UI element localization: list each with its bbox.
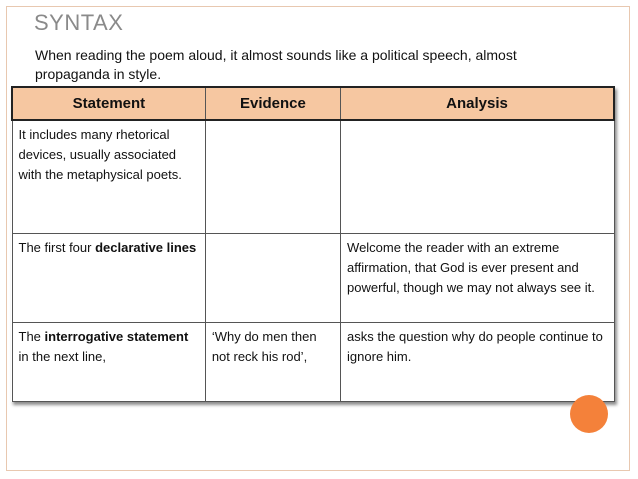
- row-3-analysis: asks the question why do people continue to ignore him.: [341, 323, 614, 402]
- row-2-statement: [12, 234, 205, 323]
- table-row: [12, 323, 614, 402]
- row-2-analysis: Welcome the reader with an extreme affirmation, that God is ever present and powerful, though we may not always see it.: [341, 234, 614, 323]
- header-analysis: Analysis: [341, 87, 614, 120]
- row-2-statement-text-b: declarative lines: [95, 240, 197, 255]
- header-evidence: Evidence: [205, 87, 340, 120]
- table-row: [12, 234, 614, 323]
- row-1-evidence: [205, 120, 340, 234]
- syntax-table: [11, 86, 615, 402]
- row-3-evidence: ‘Why do men then not reck his rod’,: [205, 323, 340, 402]
- row-1-analysis: [341, 120, 614, 234]
- row-3-statement-text-b: interrogative statement: [44, 329, 189, 344]
- header-statement: Statement: [12, 87, 205, 120]
- slide-subtitle: When reading the poem aloud, it almost sounds like a political speech, almost propaganda in style.: [35, 47, 517, 82]
- row-3-statement-text-c: in the next line,: [18, 349, 106, 364]
- row-3-statement: [12, 323, 205, 402]
- row-2-evidence: [205, 234, 340, 323]
- slide-title: SYNTAX: [34, 10, 124, 35]
- table-header-row: [12, 87, 614, 120]
- row-3-statement-text-a: The: [18, 329, 45, 344]
- row-2-statement-text-a: The first four: [18, 240, 96, 255]
- row-1-statement: [12, 120, 205, 234]
- table-row: [12, 120, 614, 234]
- decorative-circle: [570, 395, 608, 433]
- row-1-statement-text: It includes many rhetorical devices, usually associated with the metaphysical poets.: [18, 127, 182, 182]
